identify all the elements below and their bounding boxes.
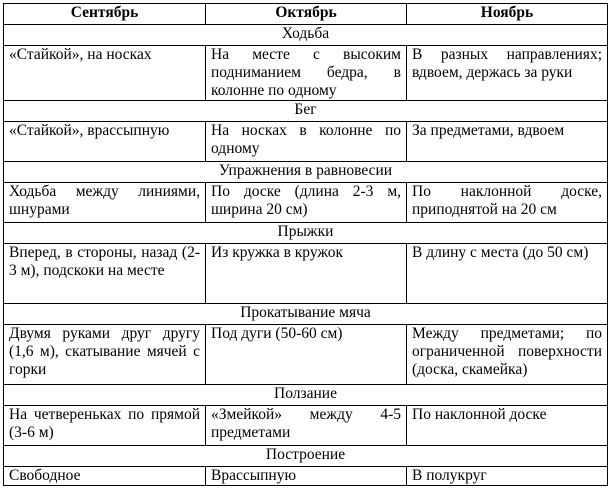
section-title-walking: Ходьба	[4, 25, 608, 46]
section-title-jumping: Прыжки	[4, 223, 608, 244]
column-header-november: Ноябрь	[407, 4, 608, 25]
cell-balance-november: По наклонной доске, приподнятой на 20 см	[407, 183, 608, 223]
table-row-jumping	[4, 244, 608, 304]
cell-jumping-october: Из кружка в кружок	[206, 244, 407, 304]
cell-ball-rolling-september: Двумя руками друг другу (1,6 м), скатывание мячей с горки	[4, 325, 206, 385]
cell-balance-october: По доске (длина 2-3 м, ширина 20 см)	[206, 183, 407, 223]
cell-balance-september: Ходьба между линиями, шнурами	[4, 183, 206, 223]
cell-walking-october: На месте с высоким подниманием бедра, в колонне по одному	[206, 46, 407, 101]
section-title-crawling: Ползание	[4, 385, 608, 406]
cell-formation-november: В полукруг	[407, 467, 608, 486]
cell-walking-september: «Стайкой», на носках	[4, 46, 206, 101]
section-title-ball-rolling: Прокатывание мяча	[4, 304, 608, 325]
table-row-balance	[4, 183, 608, 223]
cell-walking-november: В разных направлениях; вдвоем, держась за руки	[407, 46, 608, 101]
section-row-running	[4, 101, 608, 122]
section-row-crawling	[4, 385, 608, 406]
section-row-jumping	[4, 223, 608, 244]
section-title-balance: Упражнения в равновесии	[4, 162, 608, 183]
cell-running-september: «Стайкой», врассыпную	[4, 122, 206, 162]
table-row-ball-rolling	[4, 325, 608, 385]
cell-crawling-november: По наклонной доске	[407, 406, 608, 446]
section-row-walking	[4, 25, 608, 46]
section-title-running: Бег	[4, 101, 608, 122]
cell-ball-rolling-november: Между предметами; по ограниченной поверхности (доска, скамейка)	[407, 325, 608, 385]
cell-crawling-october: «Змейкой» между 4-5 предметами	[206, 406, 407, 446]
column-header-september: Сентябрь	[4, 4, 206, 25]
section-row-balance	[4, 162, 608, 183]
cell-ball-rolling-october: Под дуги (50-60 см)	[206, 325, 407, 385]
table-row-formation	[4, 467, 608, 486]
column-header-october: Октябрь	[206, 4, 407, 25]
cell-jumping-september: Вперед, в стороны, назад (2-3 м), подскоки на месте	[4, 244, 206, 304]
cell-running-november: За предметами, вдвоем	[407, 122, 608, 162]
section-row-formation	[4, 446, 608, 467]
cell-crawling-september: На четвереньках по прямой (3-6 м)	[4, 406, 206, 446]
cell-running-october: На носках в колонне по одному	[206, 122, 407, 162]
cell-formation-september: Свободное	[4, 467, 206, 486]
cell-formation-october: Врассыпную	[206, 467, 407, 486]
table-row-walking	[4, 46, 608, 101]
section-title-formation: Построение	[4, 446, 608, 467]
cell-jumping-november: В длину с места (до 50 см)	[407, 244, 608, 304]
header-row	[4, 4, 608, 25]
table-row-crawling	[4, 406, 608, 446]
section-row-ball-rolling	[4, 304, 608, 325]
table-row-running	[4, 122, 608, 162]
exercise-schedule-table	[3, 3, 608, 486]
